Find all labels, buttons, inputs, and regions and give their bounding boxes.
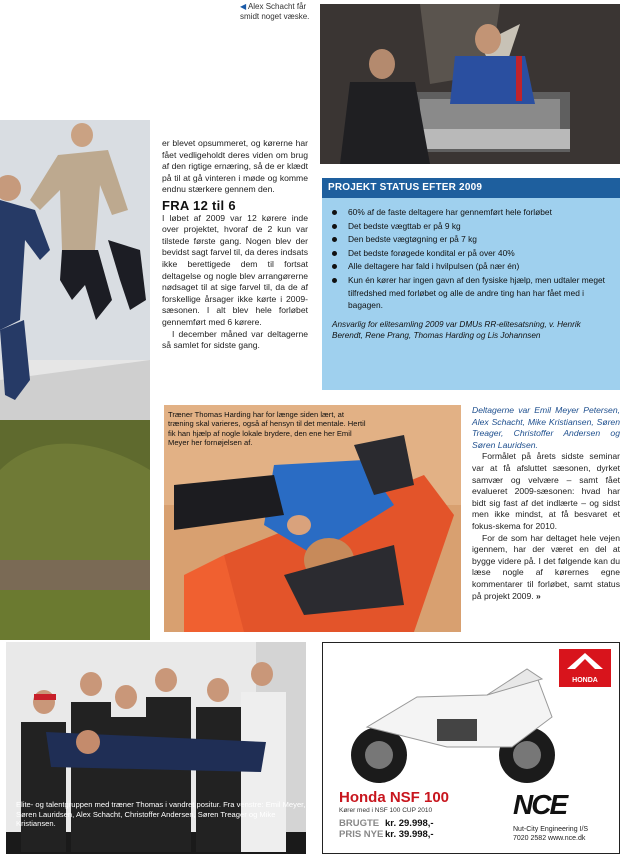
bullet-icon xyxy=(332,237,337,242)
status-item: Den bedste vægtøgning er på 7 kg xyxy=(332,233,610,246)
article-column-3 xyxy=(472,405,620,602)
status-item: Det bedste vægttab er på 9 kg xyxy=(332,220,610,233)
bullet-icon xyxy=(332,224,337,229)
photo-jumping-athletes xyxy=(0,0,150,640)
motorcycle-image xyxy=(337,657,577,787)
used-price-row: BRUGTE kr. 29.998,- xyxy=(339,818,434,829)
bullet-icon xyxy=(332,278,337,283)
ad-subtitle: Kører med i NSF 100 CUP 2010 xyxy=(339,807,433,814)
status-item: 60% af de faste deltagere har gennemført hele forløbet xyxy=(332,206,610,219)
honda-advertisement[interactable] xyxy=(322,642,620,854)
status-item: Alle deltagere har fald i hvilpulsen (på nær én) xyxy=(332,260,610,273)
ad-prices xyxy=(339,818,434,840)
bullet-icon xyxy=(332,251,337,256)
article-column-1 xyxy=(162,138,308,352)
status-list xyxy=(322,206,620,312)
continue-arrow-icon: » xyxy=(536,590,541,601)
body-paragraph-2: I december måned var deltagerne så samlet for sidste gang. xyxy=(162,328,308,351)
nce-logo: NCE xyxy=(513,789,567,820)
project-status-box xyxy=(322,178,620,390)
photo-treadmill xyxy=(320,4,620,164)
intro-paragraph: er blevet opsummeret, og kørerne har fået vedligeholdt deres viden om brug af den rigtige ernæring, så de er klædt på til at gå vinteren i møde og komme endnu stærkere gennem den. xyxy=(162,138,308,195)
body-paragraph-4: For de som har deltaget hele vejen igennem, har der været en del at bygge videre på. I det følgende kan du læse nogle af kørernes egne kommentarer til forløbet, samt status på projekt 2009. » xyxy=(472,532,620,601)
new-price-row: PRIS NYE kr. 39.998,- xyxy=(339,829,434,840)
honda-logo-text: HONDA xyxy=(572,677,598,684)
photo-caption-inset: Træner Thomas Harding har for længe siden lært, at træning skal varieres, også af hensyn til det mentale. Hertil fik han hjælp af nogle lokale brydere, den ene her Emil Meyer her fornøjelsen af. xyxy=(168,410,366,448)
body-paragraph-3: Formålet på årets sidste seminar var at få afsluttet sæsonen, dyrket samvær og velvære – samt fået evalueret 2009-sæsonen: hvad har bidt sig fast af det indlærte – og sidst men ikke mindst, at få besvaret et fokus-skema for 2010. xyxy=(472,451,620,531)
status-item: Kun én kører har ingen gavn af den fysiske hjælp, men udtaler meget tilfredshed med forløbet og alle de andre ting han har fået med i bagagen. xyxy=(332,274,610,312)
ad-title: Honda NSF 100 xyxy=(339,789,450,806)
status-title: PROJEKT STATUS EFTER 2009 xyxy=(322,178,620,198)
caption-text: Alex Schacht får smidt noget væske. xyxy=(240,2,310,21)
body-paragraph-1: I løbet af 2009 var 12 kørere inde over projektet, hvoraf de 2 kun var tilstede første gang. Nogen blev der bevidst sagt farvel til, da deres indsats ikke berettigede dem til fortsat deltagelse og nogle blev arrangørerne nødsaget til at sige farvel til, da de af forskellige årsager ikke kørte i 2009-sæsonen. I alt blev hele forløbet gennemført med 6 kørere. xyxy=(162,212,308,327)
bullet-icon xyxy=(332,264,337,269)
responsible-note: Ansvarlig for elitesamling 2009 var DMUs RR-elitesatsning, v. Henrik Berendt, Rene Prang, Thomas Harding og Lis Johannsen xyxy=(332,319,581,340)
participants-lead: Deltagerne var Emil Meyer Petersen, Alex Schacht, Mike Kristiansen, Søren Treager, Christoffer Andersen og Søren Lauridsen. xyxy=(472,405,620,450)
caption-arrow-icon: ◀ xyxy=(240,2,247,11)
photo-caption-top xyxy=(240,2,312,22)
dealer-info: Nut-City Engineering I/S 7020 2582 www.nce.dk xyxy=(513,826,589,842)
status-item: Det bedste forøgede kondital er på over 40% xyxy=(332,247,610,260)
section-heading: FRA 12 til 6 xyxy=(162,197,236,213)
bullet-icon xyxy=(332,210,337,215)
photo-caption-group: Elite- og talentgruppen med træner Thomas i vandret positur. Fra venstre: Emil Meyer, Søren Lauridsen, Alex Schacht, Christoffer Andersen, Søren Treager og Mike Kristiansen. xyxy=(16,800,306,829)
